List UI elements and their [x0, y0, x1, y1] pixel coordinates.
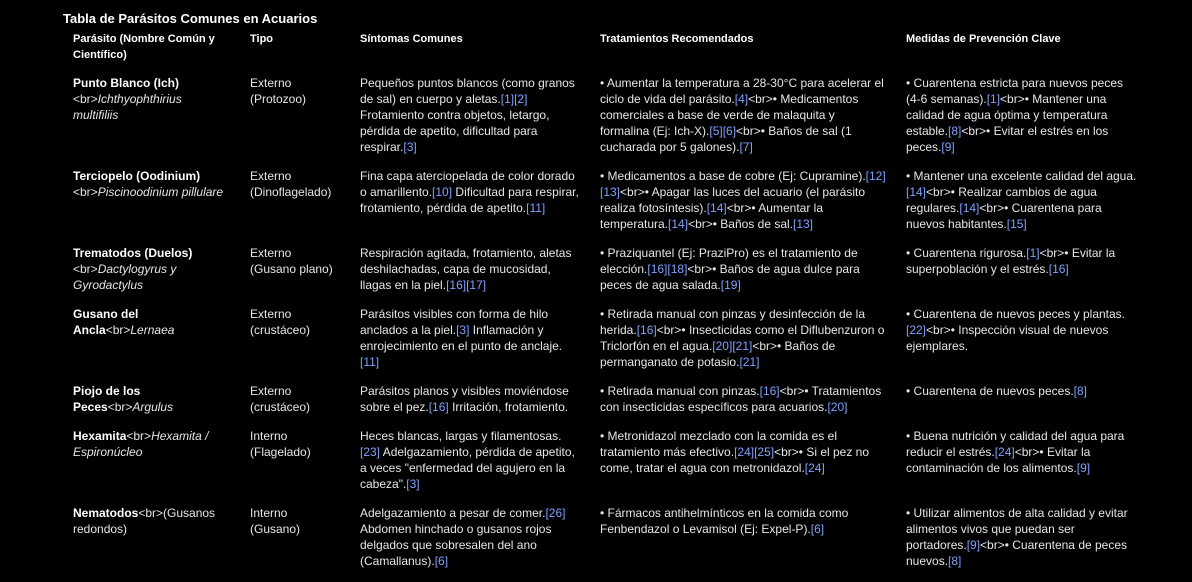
scientific-name: Piscinoodinium pillulare	[97, 185, 224, 199]
citation-link[interactable]: [7]	[739, 140, 753, 154]
citation-link[interactable]: [16]	[446, 278, 467, 292]
prevention-cell	[896, 306, 1148, 383]
scientific-name: Lernaea	[130, 323, 175, 337]
common-name: Punto Blanco (Ich)	[73, 76, 179, 90]
parasites-table	[63, 31, 1148, 582]
prevention-cell	[896, 168, 1148, 245]
citation-link[interactable]: [21]	[739, 355, 760, 369]
citation-link[interactable]: [24]	[734, 445, 755, 459]
citation-link[interactable]: [6]	[434, 554, 449, 568]
cell-text: <br>• Apagar las luces del acuario (el parásito realiza fotosíntesis).	[600, 185, 866, 215]
treatment-cell	[590, 168, 896, 245]
citation-link[interactable]: [1]	[500, 92, 515, 106]
type-cell	[240, 428, 350, 505]
citation-link[interactable]: [9]	[941, 140, 955, 154]
name-suffix: (Gusanos redondos)	[73, 506, 216, 536]
citation-link[interactable]: [16]	[759, 384, 780, 398]
scientific-name: Argulus	[132, 400, 174, 414]
citation-link[interactable]: [18]	[667, 262, 688, 276]
common-name: Trematodos (Duelos)	[73, 246, 193, 260]
cell-text: • Cuarentena estricta para nuevos peces (4-6 semanas).	[906, 76, 1123, 106]
citation-link[interactable]: [24]	[804, 461, 825, 475]
cell-text: • Retirada manual con pinzas y desinfección de la herida.	[600, 307, 866, 337]
cell-text: Respiración agitada, frotamiento, aletas deshilachadas, capa de mucosidad, llagas en la piel.	[360, 246, 572, 292]
cell-text: Adelgazamiento a pesar de comer.	[360, 506, 546, 520]
citation-link[interactable]: [11]	[360, 355, 380, 369]
parasite-name-cell	[63, 383, 240, 428]
parasite-name-cell	[63, 306, 240, 383]
symptoms-cell	[350, 306, 590, 383]
common-name: Hexamita	[73, 429, 127, 443]
prevention-cell	[896, 428, 1148, 505]
scientific-name: Hexamita / Espironúcleo	[73, 429, 209, 459]
cell-text: Irritación, frotamiento.	[448, 400, 569, 414]
cell-text: Dificultad para respirar, frotamiento, pérdida de apetito.	[360, 185, 579, 215]
table-row	[63, 75, 1148, 168]
cell-text: • Metronidazol mezclado con la comida es el tratamiento más efectivo.	[600, 429, 837, 459]
type-text: Interno (Gusano)	[250, 506, 301, 536]
name-separator: <br>	[73, 92, 98, 106]
header-parasite: Parásito (Nombre Común y Científico)	[73, 33, 215, 61]
table-row	[63, 383, 1148, 428]
header-prevention: Medidas de Prevención Clave	[906, 33, 1061, 45]
cell-text: Pequeños puntos blancos (como granos de sal) en cuerpo y aletas.	[360, 76, 575, 106]
citation-link[interactable]: [6]	[722, 124, 737, 138]
cell-text: <br>• Cuarentena para nuevos habitantes.	[906, 201, 1102, 231]
citation-link[interactable]: [4]	[734, 92, 749, 106]
symptoms-cell	[350, 505, 590, 582]
citation-link[interactable]: [10]	[432, 185, 453, 199]
citation-link[interactable]: [12]	[865, 169, 886, 183]
citation-link[interactable]: [25]	[754, 445, 775, 459]
citation-link[interactable]: [3]	[456, 323, 470, 337]
citation-link[interactable]: [8]	[948, 124, 962, 138]
symptoms-cell	[350, 168, 590, 245]
cell-text: • Fármacos antihelmínticos en la comida como Fenbendazol o Levamisol (Ej: Expel-P).	[600, 506, 849, 536]
cell-text: • Cuarentena de nuevos peces.	[906, 384, 1074, 398]
parasite-name-cell	[63, 428, 240, 505]
type-cell	[240, 505, 350, 582]
cell-text: <br>• Evitar el estrés en los peces.	[906, 124, 1109, 154]
citation-link[interactable]: [17]	[466, 278, 487, 292]
header-symptoms: Síntomas Comunes	[360, 33, 463, 45]
citation-link[interactable]: [13]	[793, 217, 814, 231]
common-name: Gusano del Ancla	[73, 307, 139, 337]
name-separator: <br>	[126, 429, 152, 443]
citation-link[interactable]: [14]	[959, 201, 980, 215]
table-row	[63, 505, 1148, 582]
cell-text: • Praziquantel (Ej: PraziPro) es el tratamiento de elección.	[600, 246, 858, 276]
cell-text: <br>• Si el pez no come, tratar el agua con metronidazol.	[600, 445, 870, 475]
cell-text: • Mantener una excelente calidad del agua.	[906, 169, 1137, 183]
citation-link[interactable]: [14]	[906, 185, 927, 199]
name-separator: <br>	[105, 323, 131, 337]
page-title: Tabla de Parásitos Comunes en Acuarios	[63, 11, 318, 26]
type-text: Externo (crustáceo)	[250, 384, 311, 414]
symptoms-cell	[350, 383, 590, 428]
prevention-cell	[896, 245, 1148, 306]
name-separator: <br>	[107, 400, 133, 414]
cell-text: • Medicamentos a base de cobre (Ej: Cupramine).	[600, 169, 866, 183]
symptoms-cell	[350, 245, 590, 306]
citation-link[interactable]: [16]	[1048, 262, 1069, 276]
citation-link[interactable]: [3]	[403, 140, 417, 154]
common-name: Piojo de los Peces	[73, 384, 141, 414]
scientific-name: Dactylogyrus y Gyrodactylus	[73, 262, 177, 292]
table-row	[63, 306, 1148, 383]
cell-text: <br>• Insecticidas como el Diflubenzuron o Triclorfón en el agua.	[600, 323, 885, 353]
type-cell	[240, 245, 350, 306]
scientific-name: Ichthyophthirius multifiliis	[73, 92, 182, 122]
type-cell	[240, 383, 350, 428]
symptoms-cell	[350, 428, 590, 505]
citation-link[interactable]: [13]	[600, 185, 621, 199]
header-type: Tipo	[250, 33, 274, 45]
treatment-cell	[590, 383, 896, 428]
name-separator: <br>	[138, 506, 164, 520]
symptoms-cell	[350, 75, 590, 168]
treatment-cell	[590, 245, 896, 306]
header-treatment: Tratamientos Recomendados	[600, 33, 754, 45]
table-row	[63, 428, 1148, 505]
cell-text: • Utilizar alimentos de alta calidad y evitar alimentos vivos que puedan ser portadores.	[906, 506, 1128, 552]
citation-link[interactable]: [16]	[636, 323, 657, 337]
name-separator: <br>	[73, 185, 98, 199]
name-separator: <br>	[73, 262, 98, 276]
citation-link[interactable]: [14]	[706, 201, 727, 215]
cell-text: <br>• Mantener una calidad de agua óptima y temperatura estable.	[906, 92, 1108, 138]
table-row	[63, 245, 1148, 306]
cell-text: <br>• Cuarentena de peces nuevos.	[906, 538, 1128, 568]
prevention-cell	[896, 505, 1148, 582]
type-cell	[240, 306, 350, 383]
citation-link[interactable]: [20]	[827, 400, 848, 414]
cell-text: <br>• Baños de permanganato de potasio.	[600, 339, 836, 369]
citation-link[interactable]: [23]	[360, 445, 381, 459]
cell-text: Heces blancas, largas y filamentosas.	[360, 429, 562, 443]
cell-text: Fina capa aterciopelada de color dorado o amarillento.	[360, 169, 575, 199]
cell-text: Inflamación y enrojecimiento en el punto de anclaje.	[360, 323, 563, 353]
table-body	[63, 75, 1148, 582]
citation-link[interactable]: [24]	[994, 445, 1015, 459]
citation-link[interactable]: [11]	[526, 201, 546, 215]
citation-link[interactable]: [6]	[810, 522, 825, 536]
treatment-cell	[590, 428, 896, 505]
cell-text: • Retirada manual con pinzas.	[600, 384, 760, 398]
common-name: Nematodos	[73, 506, 139, 520]
cell-text: <br>• Evitar la contaminación de los alimentos.	[906, 445, 1091, 475]
cell-text: <br>• Baños de sal.	[688, 217, 793, 231]
citation-link[interactable]: [1]	[986, 92, 1001, 106]
citation-link[interactable]: [9]	[966, 538, 981, 552]
citation-link[interactable]: [16]	[428, 400, 449, 414]
cell-text: Frotamiento contra objetos, letargo, pérdida de apetito, dificultad para respirar.	[360, 108, 550, 154]
cell-text: <br>• Baños de sal (1 cucharada por 5 galones).	[600, 124, 852, 154]
citation-link[interactable]: [9]	[1076, 461, 1091, 475]
citation-link[interactable]: [3]	[406, 477, 420, 491]
type-text: Interno (Flagelado)	[250, 429, 311, 459]
parasite-name-cell	[63, 168, 240, 245]
common-name: Terciopelo (Oodinium)	[73, 169, 201, 183]
citation-link[interactable]: [15]	[1006, 217, 1027, 231]
cell-text: • Aumentar la temperatura a 28-30°C para acelerar el ciclo de vida del parásito.	[600, 76, 884, 106]
type-cell	[240, 168, 350, 245]
cell-text: Parásitos visibles con forma de hilo anclados a la piel.	[360, 307, 549, 337]
prevention-cell	[896, 383, 1148, 428]
citation-link[interactable]: [26]	[545, 506, 566, 520]
cell-text: <br>• Baños de agua dulce para peces de agua salada.	[600, 262, 860, 292]
citation-link[interactable]: [8]	[948, 554, 962, 568]
citation-link[interactable]: [14]	[668, 217, 689, 231]
type-cell	[240, 75, 350, 168]
cell-text: <br>• Realizar cambios de agua regulares.	[906, 185, 1097, 215]
citation-link[interactable]: [19]	[720, 278, 741, 292]
table-row	[63, 168, 1148, 245]
citation-link[interactable]: [20]	[712, 339, 733, 353]
parasite-name-cell	[63, 505, 240, 582]
citation-link[interactable]: [8]	[1073, 384, 1087, 398]
cell-text: <br>• Tratamientos con insecticidas específicos para acuarios.	[600, 384, 882, 414]
cell-text: Abdomen hinchado o gusanos rojos delgados que sobresalen del ano (Camallanus).	[360, 522, 552, 568]
type-text: Externo (Dinoflagelado)	[250, 169, 332, 199]
treatment-cell	[590, 505, 896, 582]
treatment-cell	[590, 306, 896, 383]
cell-text: Adelgazamiento, pérdida de apetito, a veces "enfermedad del agujero en la cabeza".	[360, 445, 575, 491]
citation-link[interactable]: [1]	[1026, 246, 1040, 260]
prevention-cell	[896, 75, 1148, 168]
parasite-name-cell	[63, 75, 240, 168]
citation-link[interactable]: [2]	[514, 92, 528, 106]
citation-link[interactable]: [21]	[732, 339, 753, 353]
cell-text: • Cuarentena rigurosa.	[906, 246, 1027, 260]
citation-link[interactable]: [16]	[647, 262, 668, 276]
treatment-cell	[590, 75, 896, 168]
table-header-row	[63, 31, 1148, 75]
parasite-name-cell	[63, 245, 240, 306]
type-text: Externo (Gusano plano)	[250, 246, 333, 276]
cell-text: • Cuarentena de nuevos peces y plantas.	[906, 307, 1126, 321]
cell-text: • Buena nutrición y calidad del agua para reducir el estrés.	[906, 429, 1125, 459]
citation-link[interactable]: [5]	[709, 124, 723, 138]
cell-text: <br>• Aumentar la temperatura.	[600, 201, 823, 231]
type-text: Externo (Protozoo)	[250, 76, 307, 106]
cell-text: <br>• Medicamentos comerciales a base de verde de malaquita y formalina (Ej: Ich-X).	[600, 92, 859, 138]
citation-link[interactable]: [22]	[906, 323, 927, 337]
cell-text: <br>• Inspección visual de nuevos ejemplares.	[906, 323, 1109, 353]
cell-text: Parásitos planos y visibles moviéndose sobre el pez.	[360, 384, 569, 414]
cell-text: <br>• Evitar la superpoblación y el estrés.	[906, 246, 1116, 276]
type-text: Externo (crustáceo)	[250, 307, 311, 337]
